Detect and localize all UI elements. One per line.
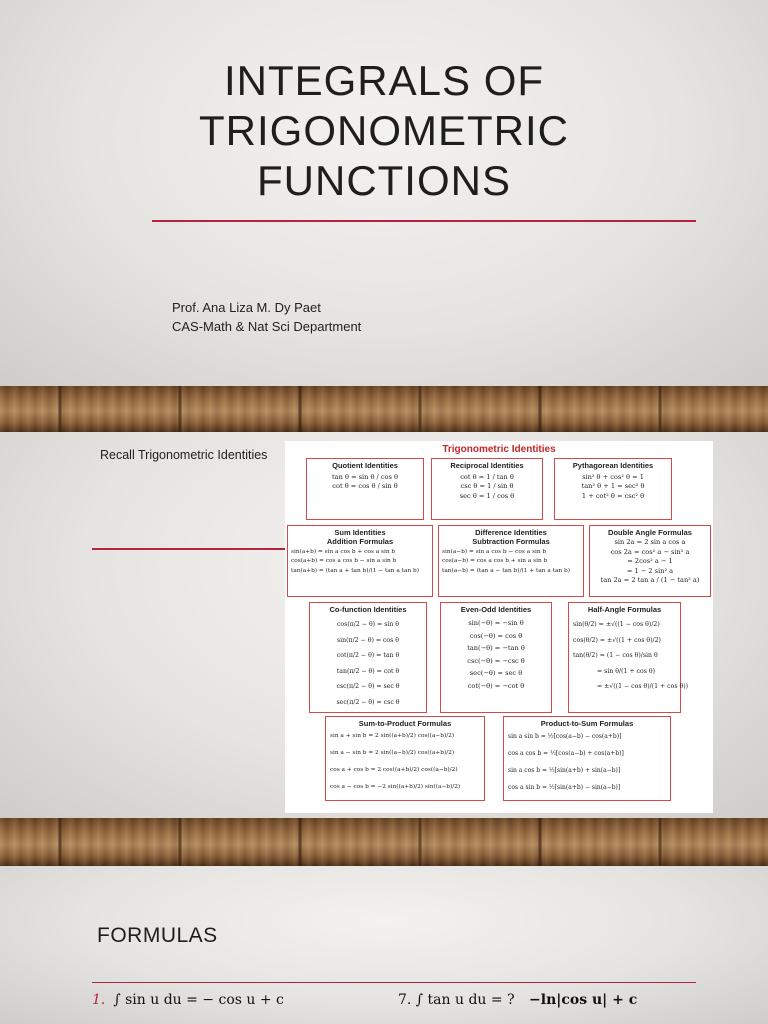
box-body (504, 728, 670, 796)
box-title: Reciprocal Identities (450, 461, 524, 470)
identity-line: sin(θ/2) = ±√((1 − cos θ)/2) (573, 621, 660, 628)
identity-line: sec(π/2 − θ) = csc θ (336, 698, 400, 706)
identity-line: sin(a+b) = sin a cos b + cos a sin b (291, 549, 396, 555)
identity-line: tan(a+b) = (tan a + tan b)/(1 − tan a tan b) (291, 567, 420, 574)
sum-identities-box (287, 525, 433, 597)
identity-line: sin a cos b = ½[sin(a+b) + sin(a−b)] (508, 767, 621, 774)
box-title: Double Angle Formulas (608, 528, 692, 537)
formulas-slide (0, 866, 768, 1024)
box-title-line: Difference Identities (475, 528, 547, 537)
identity-line: sin a − sin b = 2 sin((a−b)/2) cos((a+b)/2) (330, 750, 455, 756)
box-body (555, 470, 671, 501)
identity-line: csc θ = 1 / sin θ (460, 482, 514, 491)
identity-line: cos a + cos b = 2 cos((a+b)/2) cos((a−b)/2) (330, 767, 458, 773)
box-title: Quotient Identities (332, 461, 398, 470)
wood-divider-2 (0, 818, 768, 866)
box-title: Product-to-Sum Formulas (540, 719, 634, 728)
box-title (439, 526, 583, 546)
co-function-identities-box (309, 602, 427, 713)
box-body (307, 470, 423, 492)
identity-line: tan(θ/2) = (1 − cos θ)/sin θ (573, 652, 658, 659)
identity-line: cot(−θ) = −cot θ (467, 681, 525, 690)
identities-slide (0, 432, 768, 818)
box-body (310, 614, 426, 710)
identity-line: cos(a+b) = cos a cos b − sin a sin b (291, 558, 397, 565)
sheet-title: Trigonometric Identities (442, 444, 556, 455)
box-body (590, 537, 710, 586)
box-title: Pythagorean Identities (572, 461, 654, 470)
identity-line: sin a + sin b = 2 sin((a+b)/2) cos((a−b)/2) (330, 733, 455, 739)
box-title: Co-function Identities (329, 605, 407, 614)
difference-identities-box (438, 525, 584, 597)
identity-line: cos 2a = cos² a − sin² a (610, 547, 690, 556)
formulas-heading: FORMULAS (97, 924, 218, 947)
identity-line: sin² θ + cos² θ = 1 (582, 473, 644, 481)
box-title (288, 526, 432, 546)
identity-line: = 1 − 2 sin² a (626, 566, 674, 575)
identity-line: cot(π/2 − θ) = tan θ (336, 652, 400, 659)
formulas-divider (92, 982, 696, 983)
identity-line: tan(π/2 − θ) = cot θ (336, 667, 400, 675)
box-title: Sum-to-Product Formulas (358, 719, 452, 728)
box-subtitle: Addition Formulas (326, 537, 394, 546)
identity-line: tan² θ + 1 = sec² θ (581, 482, 645, 491)
box-body (432, 470, 542, 501)
formula-question: 7. ∫ tan u du = ? (398, 992, 515, 1008)
even-odd-identities-box (440, 602, 552, 713)
identity-line: cos(π/2 − θ) = sin θ (336, 621, 400, 628)
identity-line: cot θ = 1 / tan θ (460, 473, 514, 481)
box-title-line: Sum Identities (334, 528, 386, 537)
box-body (441, 614, 551, 692)
formula-answer: −ln|cos u| + c (529, 992, 638, 1008)
identity-line: = ±√((1 − cos θ)/(1 + cos θ)) (597, 683, 689, 690)
identity-line: sin 2a = 2 sin a cos a (614, 538, 686, 546)
box-subtitle: Subtraction Formulas (472, 537, 550, 546)
identities-sheet (285, 441, 713, 813)
identity-line: sec θ = 1 / cos θ (459, 491, 515, 500)
identity-line: csc(π/2 − θ) = sec θ (336, 683, 400, 690)
title-line-1: INTEGRALS OF (223, 57, 545, 104)
formula-7 (398, 992, 637, 1008)
identity-line: cos a cos b = ½[cos(a−b) + cos(a+b)] (508, 750, 624, 757)
box-title: Half-Angle Formulas (587, 605, 662, 614)
formula-number: 1. (92, 992, 106, 1008)
author-name: Prof. Ana Liza M. Dy Paet (172, 300, 321, 315)
box-body (288, 546, 432, 576)
identity-line: 1 + cot² θ = csc² θ (581, 491, 645, 500)
title-line-3: FUNCTIONS (257, 157, 511, 204)
sum-to-product-formulas-box (325, 716, 485, 801)
box-title: Even-Odd Identities (460, 605, 532, 614)
identity-line: csc(−θ) = −csc θ (467, 656, 525, 665)
identity-line: cos(−θ) = cos θ (469, 631, 523, 640)
pythagorean-identities-box (554, 458, 672, 520)
reciprocal-identities-box (431, 458, 543, 520)
identity-line: = 2cos² a − 1 (627, 557, 673, 566)
identity-line: sin(a−b) = sin a cos b − cos a sin b (442, 549, 547, 555)
half-angle-formulas-box (568, 602, 689, 713)
double-angle-formulas-box (589, 525, 711, 597)
recall-divider (92, 548, 288, 550)
box-body (569, 614, 689, 695)
formula-text: ∫ sin u du = − cos u + c (113, 992, 284, 1008)
title-slide (0, 0, 768, 386)
identity-line: cos a − cos b = −2 sin((a+b)/2) sin((a−b)/2) (330, 784, 461, 790)
identity-line: tan θ = sin θ / cos θ (332, 473, 398, 481)
department-name: CAS-Math & Nat Sci Department (172, 319, 362, 334)
identity-line: = sin θ/(1 + cos θ) (597, 667, 656, 675)
identity-line: cos(a−b) = cos a cos b + sin a sin b (442, 558, 548, 565)
identity-line: cos a sin b = ½[sin(a+b) − sin(a−b)] (508, 784, 621, 791)
identity-line: cot θ = cos θ / sin θ (332, 482, 398, 491)
formula-1 (92, 992, 284, 1008)
identity-line: tan 2a = 2 tan a / (1 − tan² a) (600, 576, 700, 585)
identity-line: sin a sin b = ½[cos(a−b) − cos(a+b)] (508, 733, 622, 740)
identity-line: sec(−θ) = sec θ (469, 669, 523, 677)
wood-divider-1 (0, 386, 768, 432)
box-body (439, 546, 583, 576)
identity-line: tan(a−b) = (tan a − tan b)/(1 + tan a tan b) (442, 567, 571, 574)
slide-title (0, 56, 768, 206)
quotient-identities-box (306, 458, 424, 520)
recall-label: Recall Trigonometric Identities (100, 448, 268, 462)
identity-line: sin(−θ) = −sin θ (468, 619, 524, 627)
identity-line: sin(π/2 − θ) = cos θ (336, 636, 400, 644)
product-to-sum-formulas-box (503, 716, 671, 801)
identity-line: tan(−θ) = −tan θ (467, 644, 525, 652)
box-body (326, 728, 484, 796)
title-line-2: TRIGONOMETRIC (199, 107, 569, 154)
identity-line: cos(θ/2) = ±√((1 + cos θ)/2) (573, 636, 661, 644)
title-divider (152, 220, 696, 222)
